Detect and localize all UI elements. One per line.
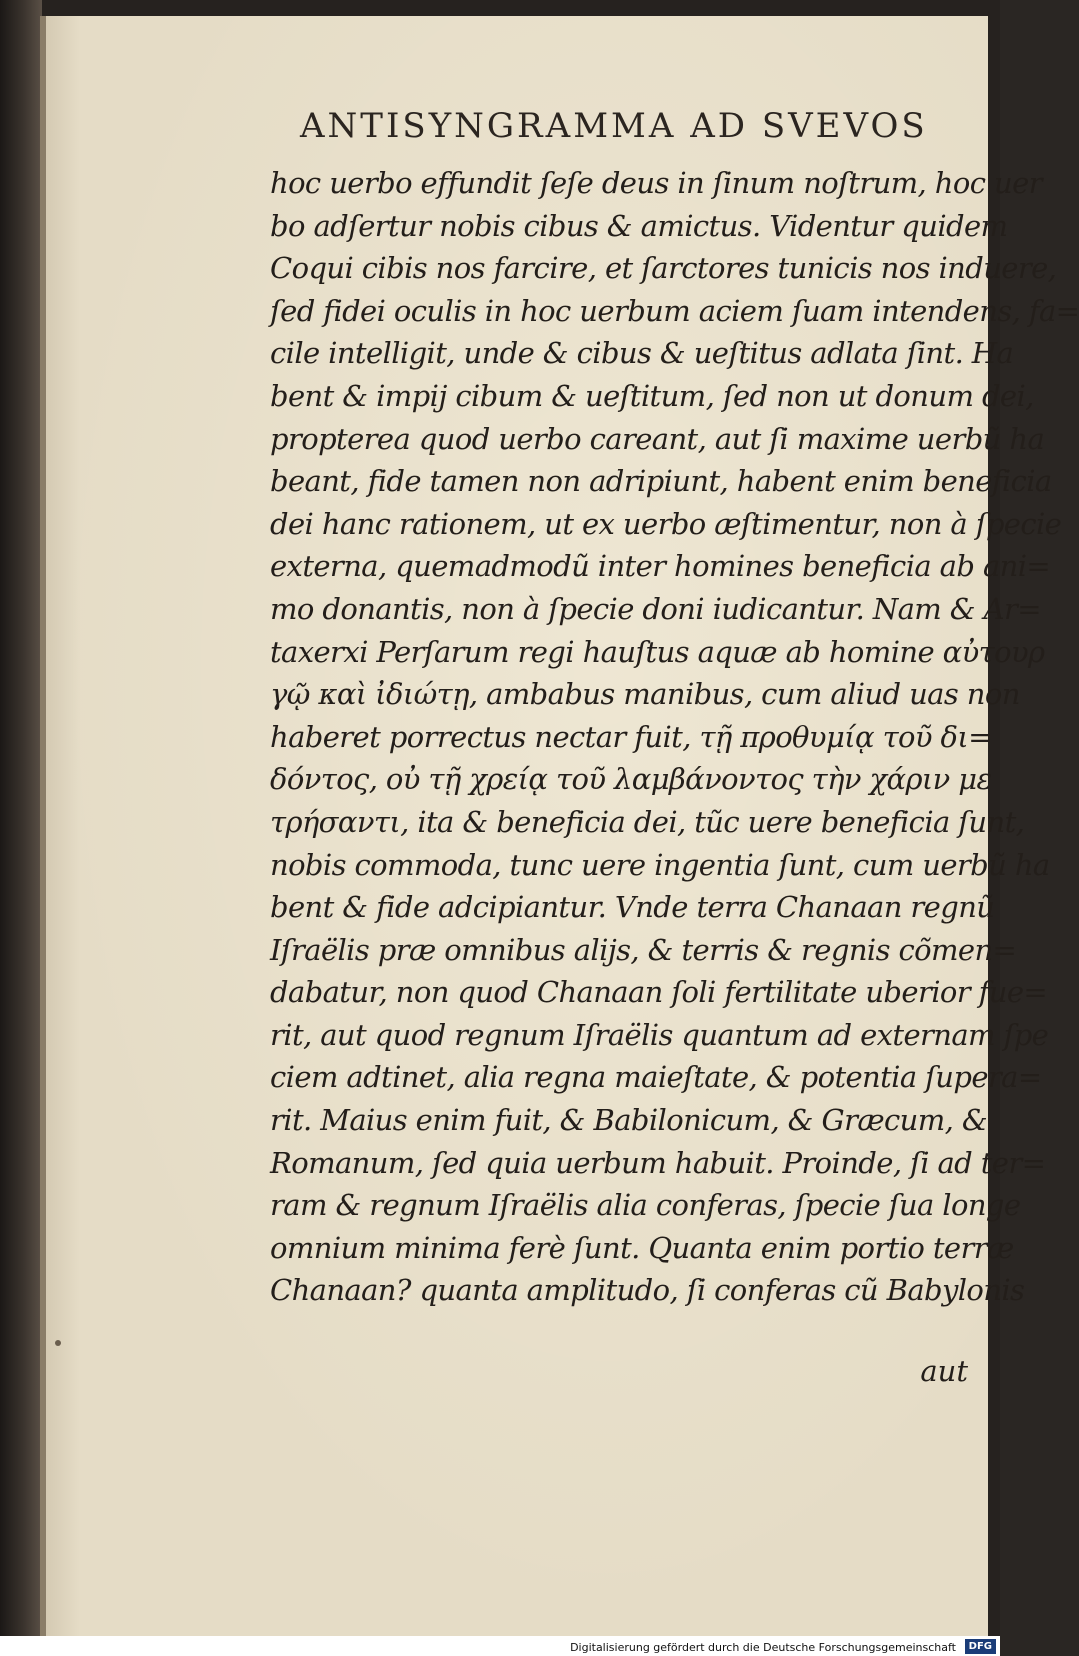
text-line: externa, quemadmodũ inter homines beneficia ab ani= (270, 549, 1051, 584)
text-line: propterea quod uerbo careant, aut ſi maxime uerbũ ha (270, 421, 1045, 456)
text-line: cile intelligit, unde & cibus & ueſtitus adlata ſint. Ha (270, 336, 1014, 371)
book-spine (0, 0, 42, 1656)
text-line: omnium minima ferè ſunt. Quanta enim portio terræ (270, 1230, 1014, 1265)
text-line: Romanum, ſed quia uerbum habuit. Proinde, ſi ad ter= (270, 1145, 1046, 1180)
text-line: τρήσαντι, ita & beneficia dei, tũc uere beneficia ſunt, (270, 804, 1025, 839)
text-line: beant, fide tamen non adripiunt, habent enim beneficia (270, 464, 1052, 499)
text-line: Iſraëlis præ omnibus alijs, & terris & regnis cõmen= (270, 932, 1017, 967)
text-line: rit, aut quod regnum Iſraëlis quantum ad externam ſpe (270, 1017, 1049, 1052)
page-edge-shadow (40, 16, 46, 1636)
text-line: nobis commoda, tunc uere ingentia ſunt, cum uerbũ ha (270, 847, 1050, 882)
dfg-logo: DFG (965, 1639, 996, 1654)
text-line: Chanaan? quanta amplitudo, ſi conferas cũ Babylonis (270, 1273, 1025, 1308)
catchword: aut (920, 1354, 968, 1388)
text-line: hoc uerbo effundit ſeſe deus in ſinum noſtrum, hoc uer (270, 166, 1042, 200)
text-line: bent & impij cibum & ueſtitum, ſed non ut donum dei, (270, 378, 1034, 413)
text-block (270, 162, 1079, 1312)
margin-ink-spot (55, 1340, 61, 1346)
text-line: ſed fidei oculis in hoc uerbum aciem ſuam intendens, fa= (270, 293, 1079, 328)
footer-bar (0, 1636, 1000, 1656)
text-line: Coqui cibis nos farcire, et ſarctores tunicis nos induere, (270, 251, 1057, 286)
text-line: haberet porrectus nectar fuit, τῇ προθυμίᾳ τοῦ δι= (270, 719, 992, 754)
footer-credit: Digitalisierung gefördert durch die Deutsche Forschungsgemeinschaft (570, 1641, 956, 1654)
text-line: γῷ καὶ ἰδιώτῃ, ambabus manibus, cum aliud uas non (270, 677, 1020, 712)
text-line: mo donantis, non à ſpecie doni iudicantur. Nam & Ar= (270, 591, 1041, 626)
text-line: δόντος, οὐ τῇ χρείᾳ τοῦ λαμβάνοντος τὴν χάριν με (270, 762, 992, 797)
text-line: dabatur, non quod Chanaan ſoli fertilitate uberior fue= (270, 975, 1048, 1010)
running-head: ANTISYNGRAMMA AD SVEVOS (300, 106, 928, 146)
text-line: ram & regnum Iſraëlis alia conferas, ſpecie ſua longe (270, 1188, 1021, 1223)
text-line: dei hanc rationem, ut ex uerbo æſtimentur, non à ſpecie (270, 506, 1062, 541)
text-line: ciem adtinet, alia regna maieſtate, & potentia ſupera= (270, 1060, 1042, 1095)
text-line: bo adſertur nobis cibus & amictus. Videntur quidem (270, 208, 1008, 243)
text-line: bent & fide adcipiantur. Vnde terra Chanaan regnũ (270, 890, 995, 925)
text-line: rit. Maius enim fuit, & Babilonicum, & Græcum, & (270, 1103, 988, 1138)
text-line: taxerxi Perſarum regi hauſtus aquæ ab homine αὐτουρ (270, 634, 1045, 669)
